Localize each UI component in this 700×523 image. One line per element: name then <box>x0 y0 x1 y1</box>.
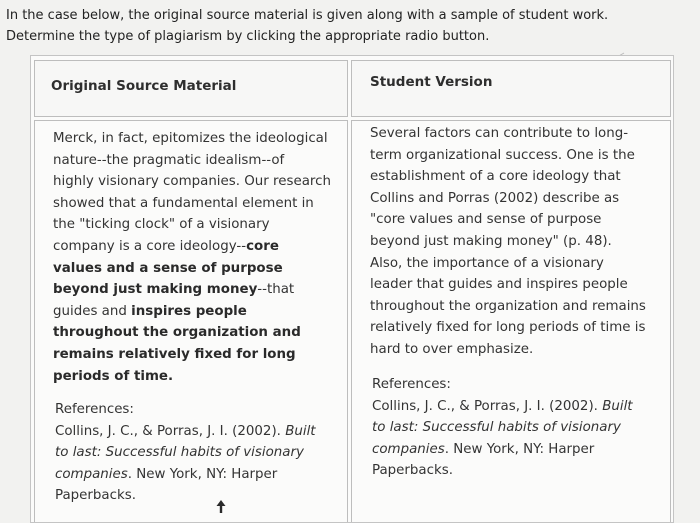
text-line <box>372 417 633 439</box>
text-line <box>53 193 331 215</box>
text-run: Collins, J. C., & Porras, J. I. (2002). <box>55 423 286 439</box>
text-line <box>53 344 331 366</box>
text-run: highly visionary companies. Our research <box>53 174 331 190</box>
text-line <box>370 231 646 253</box>
text-run: guides and <box>53 303 132 319</box>
original-source-cell <box>34 120 348 522</box>
text-line <box>370 339 646 361</box>
comparison-table <box>30 55 674 523</box>
text-run: beyond just making money <box>53 282 258 298</box>
text-run: "core values and sense of purpose <box>370 212 602 228</box>
text-run: term organizational success. One is the <box>370 147 635 163</box>
text-run: Several factors can contribute to long- <box>370 126 629 141</box>
instructions <box>6 5 696 47</box>
text-line <box>55 442 316 464</box>
text-line <box>372 374 633 396</box>
text-run: Collins, J. C., & Porras, J. I. (2002). <box>372 398 603 414</box>
text-line <box>53 128 331 150</box>
text-line <box>53 236 331 258</box>
text-run: Collins and Porras (2002) describe as <box>370 190 620 206</box>
text-run: relatively fixed for long periods of time is <box>370 320 646 336</box>
text-run: hard to over emphasize. <box>370 341 534 357</box>
text-run: throughout the organization and remains <box>370 298 646 314</box>
text-line <box>53 258 331 280</box>
instructions-line-2: Determine the type of plagiarism by clicking the appropriate radio button. <box>6 29 490 44</box>
header-original-source-label: Original Source Material <box>51 78 237 94</box>
text-run: leader that guides and inspires people <box>370 277 628 293</box>
text-run: nature--the pragmatic idealism--of <box>53 152 285 168</box>
text-run: to last: Successful habits of visionary <box>372 420 621 436</box>
text-line <box>53 279 331 301</box>
text-line <box>53 150 331 172</box>
text-line <box>370 296 646 318</box>
text-line <box>370 166 646 188</box>
text-run: References: <box>55 402 134 417</box>
text-run: Paperbacks. <box>372 463 453 479</box>
header-original-source <box>34 60 348 117</box>
text-line <box>55 464 316 486</box>
text-line <box>53 214 331 236</box>
original-source-references <box>55 399 316 507</box>
text-line <box>372 439 633 461</box>
text-run: --that <box>257 282 295 298</box>
text-run: Built <box>602 398 633 414</box>
text-run: core <box>246 238 279 254</box>
text-run: . New York, NY: Harper <box>444 441 595 457</box>
text-line <box>370 188 646 210</box>
text-run: Also, the importance of a visionary <box>370 255 604 271</box>
text-run: beyond just making money" (p. 48). <box>370 233 612 249</box>
text-line <box>372 460 633 482</box>
text-run: Built <box>285 423 316 439</box>
text-run: to last: Successful habits of visionary <box>55 445 304 461</box>
text-run: establishment of a core ideology that <box>370 169 621 185</box>
text-run: the "ticking clock" of a visionary <box>53 217 270 233</box>
text-run: values and a sense of purpose <box>53 260 283 276</box>
text-line <box>53 171 331 193</box>
text-run: companies <box>55 466 128 482</box>
instructions-line-1: In the case below, the original source material is given along with a sample of student work. <box>6 8 609 23</box>
text-run: inspires people <box>131 303 247 319</box>
text-line <box>370 253 646 275</box>
text-run: companies <box>372 441 445 457</box>
text-line <box>55 421 316 443</box>
text-run: References: <box>372 377 451 392</box>
text-run: periods of time. <box>53 368 174 384</box>
text-line <box>370 274 646 296</box>
text-run: throughout the organization and <box>53 325 301 341</box>
student-version-cell <box>351 120 671 522</box>
student-version-text <box>370 123 646 361</box>
text-run: . New York, NY: Harper <box>127 466 278 482</box>
text-line <box>55 399 316 421</box>
student-version-references <box>372 374 633 482</box>
text-run: Merck, in fact, epitomizes the ideological <box>53 131 328 146</box>
text-line <box>370 145 646 167</box>
text-line <box>370 317 646 339</box>
header-student-version <box>351 60 671 117</box>
text-run: company is a core ideology-- <box>53 238 247 254</box>
text-run: showed that a fundamental element in <box>53 195 314 211</box>
text-line <box>370 123 646 145</box>
mouse-pointer-icon <box>216 500 226 514</box>
text-line <box>55 485 316 507</box>
text-run: remains relatively fixed for long <box>53 346 296 362</box>
text-line <box>53 322 331 344</box>
text-line <box>53 301 331 323</box>
header-student-version-label: Student Version <box>370 74 493 90</box>
text-line <box>372 396 633 418</box>
text-line <box>53 366 331 388</box>
original-source-text <box>53 128 331 387</box>
text-run: Paperbacks. <box>55 488 136 504</box>
text-line <box>370 209 646 231</box>
